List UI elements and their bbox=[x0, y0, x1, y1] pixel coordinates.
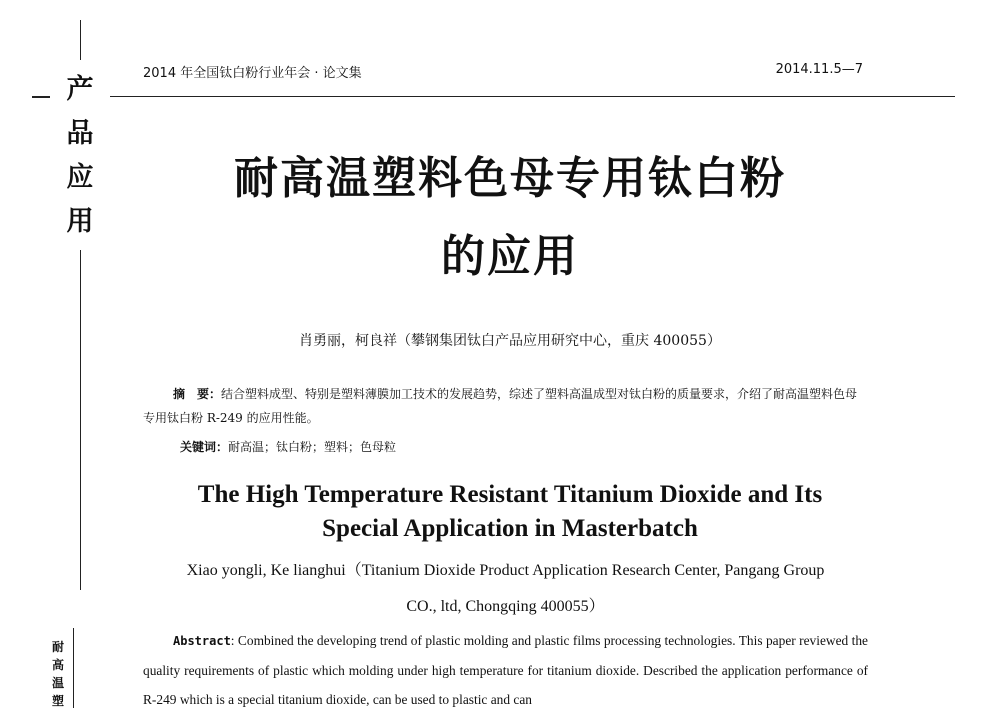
conference-date: 2014.11.5—7 bbox=[775, 62, 863, 77]
margin-rule-top bbox=[80, 20, 81, 60]
authors-cn: 肖勇丽，柯良祥（攀钢集团钛白产品应用研究中心，重庆 400055） bbox=[299, 333, 721, 349]
journal-name: 2014 年全国钛白粉行业年会 · 论文集 bbox=[143, 66, 362, 81]
section-label-char: 应 bbox=[66, 162, 94, 193]
paper-title-en bbox=[140, 478, 880, 546]
abstract-cn-label: 摘 要： bbox=[173, 387, 222, 401]
abstract-en bbox=[143, 626, 868, 714]
abstract-en-label: Abstract bbox=[173, 634, 231, 648]
abstract-cn bbox=[143, 382, 868, 430]
authors-en-line2: CO., ltd, Chongqing 400055） bbox=[406, 598, 605, 615]
paper-title-cn-line2: 的应用 bbox=[441, 231, 579, 282]
short-title-char: 耐 bbox=[51, 640, 64, 654]
authors-en bbox=[143, 553, 868, 625]
keywords-cn bbox=[180, 438, 396, 455]
paper-title-cn bbox=[140, 140, 880, 296]
margin-dash bbox=[32, 96, 50, 98]
header-rule bbox=[110, 96, 955, 97]
margin-rule-middle bbox=[80, 250, 81, 590]
short-title-char: 温 bbox=[51, 676, 64, 690]
paper-title-en-line1: The High Temperature Resistant Titanium Dioxide and Its bbox=[197, 481, 823, 508]
short-title-char: 塑 bbox=[51, 694, 64, 708]
authors-en-line1: Xiao yongli, Ke lianghui（Titanium Dioxide Product Application Research Center, Pangang Group bbox=[186, 562, 825, 579]
short-title-char: 高 bbox=[51, 658, 64, 672]
paper-title-cn-line1: 耐高温塑料色母专用钛白粉 bbox=[234, 153, 786, 204]
keywords-cn-text: 耐高温；钛白粉；塑料；色母粒 bbox=[228, 440, 397, 454]
running-header bbox=[143, 62, 863, 81]
section-label-char: 用 bbox=[66, 206, 94, 237]
abstract-cn-text: 结合塑料成型、特别是塑料薄膜加工技术的发展趋势，综述了塑料高温成型对钛白粉的质量要求，介绍了耐高温塑料色母专用钛白粉 R-249 的应用性能。 bbox=[143, 387, 858, 425]
abstract-en-text: : Combined the developing trend of plastic molding and plastic films processing technologies. This paper reviewed the quality requirements of plastic which molding under high temperature for titanium dioxide. Described the application performance of R-249 which is a special titanium dioxide, can be used to plastic and can bbox=[143, 633, 868, 707]
paper-title-en-line2: Special Application in Masterbatch bbox=[322, 515, 698, 542]
short-title-vertical bbox=[48, 638, 68, 710]
section-label-char: 品 bbox=[66, 118, 94, 149]
section-label-char: 产 bbox=[66, 74, 94, 105]
margin-rule-bottom bbox=[73, 628, 74, 708]
section-label-vertical bbox=[58, 68, 102, 244]
keywords-cn-label: 关键词： bbox=[180, 440, 229, 454]
